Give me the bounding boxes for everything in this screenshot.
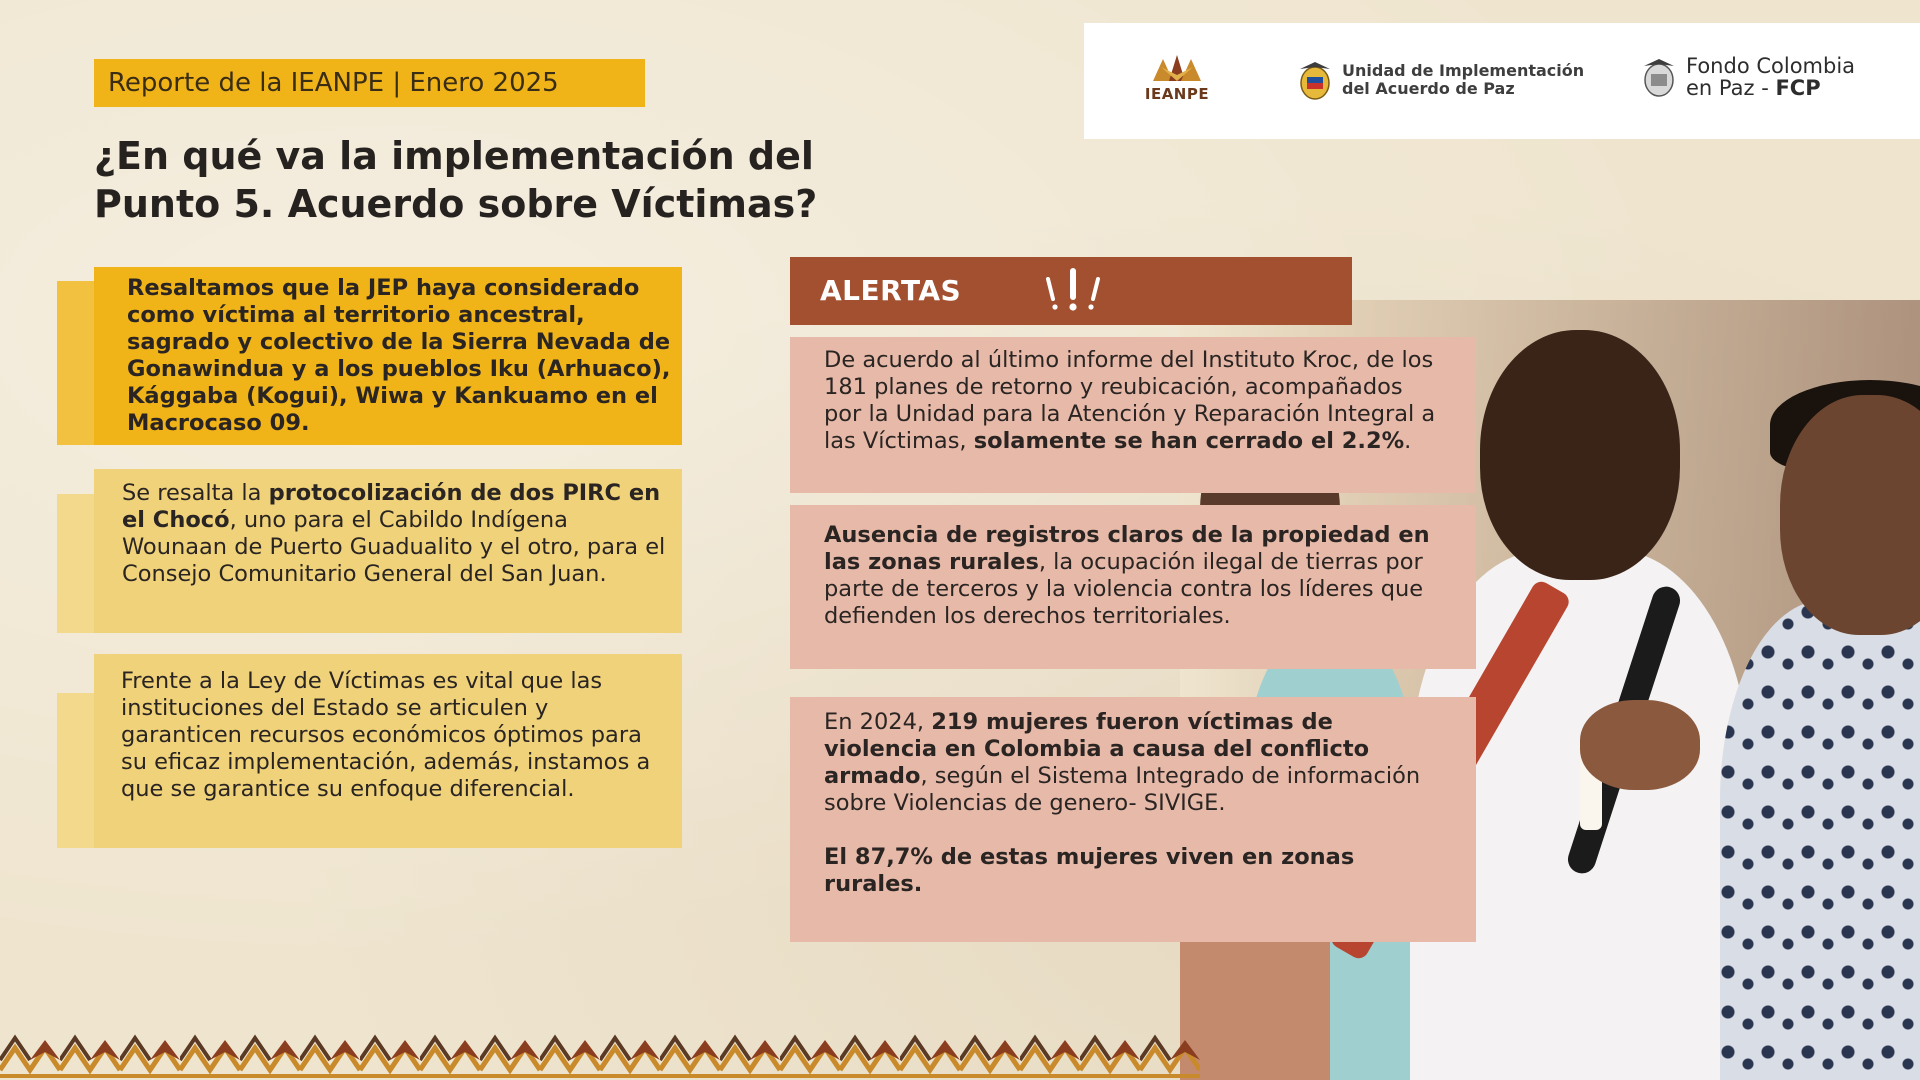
ieanpe-wordmark: IEANPE	[1144, 85, 1210, 103]
highlight-pirc-text: Se resalta la protocolización de dos PIRC en el Chocó, uno para el Cabildo Indígena Wounaan de Puerto Guadualito y el otro, para el Consejo Comunitario General del San Juan.	[122, 480, 666, 587]
colombia-seal-icon	[1296, 59, 1334, 101]
alert1-text: De acuerdo al último informe del Instituto Kroc, de los 181 planes de retorno y reubicación, acompañados por la Unidad para la Atención y Reparación Integral a las Víctimas, solamente se han cerrado el 2.2%.	[824, 347, 1436, 454]
colombia-seal-gray-icon	[1640, 56, 1678, 98]
unidad-line1: Unidad de Implementación	[1342, 61, 1585, 80]
fcp-line2-a: en Paz -	[1686, 76, 1776, 100]
exclamation-icon	[1038, 265, 1108, 315]
fondo-colombia-logo	[1640, 55, 1855, 99]
unidad-line2: del Acuerdo de Paz	[1342, 79, 1515, 98]
report-tag: Reporte de la IEANPE | Enero 2025	[94, 59, 645, 107]
alert-box-mujeres-victimas	[790, 697, 1476, 942]
alert2-text: Ausencia de registros claros de la propiedad en las zonas rurales, la ocupación ilegal de tierras por parte de terceros y la violencia contra los líderes que defienden los derechos territoriales.	[824, 522, 1430, 629]
title-line1: ¿En qué va la implementación del	[94, 134, 814, 178]
ieanpe-logo	[1132, 53, 1222, 113]
decorative-border-pattern	[0, 1030, 1200, 1080]
alert3-text: En 2024, 219 mujeres fueron víctimas de violencia en Colombia a causa del conflicto armado, según el Sistema Integrado de información sobre Violencias de genero- SIVIGE. El 87,7% de estas mujeres viven en zonas rurales.	[824, 709, 1444, 898]
alerts-header	[790, 257, 1352, 325]
alerts-label: ALERTAS	[820, 274, 962, 307]
title-line2: Punto 5. Acuerdo sobre Víctimas?	[94, 182, 818, 226]
highlight-ley-text: Frente a la Ley de Víctimas es vital que las instituciones del Estado se articulen y garanticen recursos económicos óptimos para su eficaz implementación, además, instamos a que se garantice su enfoque diferencial.	[121, 668, 651, 802]
fcp-line1: Fondo Colombia	[1686, 54, 1856, 78]
alert-box-registros-propiedad	[790, 505, 1476, 669]
ieanpe-mark-icon	[1149, 53, 1205, 83]
page-title	[94, 132, 994, 228]
logo-bar	[1084, 23, 1920, 139]
highlight-box-jep	[94, 267, 682, 445]
highlight-box-pirc	[94, 469, 682, 633]
unidad-implementacion-logo	[1296, 59, 1584, 101]
highlight-jep-text: Resaltamos que la JEP haya considerado como víctima al territorio ancestral, sagrado y colectivo de la Sierra Nevada de Gonawindua y a los pueblos Iku (Arhuaco), Kággaba (Kogui), Wiwa y Kankuamo en el Macrocaso 09.	[127, 275, 671, 436]
alert3-rural-text: El 87,7% de estas mujeres viven en zonas rurales.	[824, 844, 1355, 897]
alert-box-planes-retorno	[790, 337, 1476, 493]
highlight-box-ley-victimas	[94, 654, 682, 848]
fcp-line2-b: FCP	[1775, 76, 1821, 100]
